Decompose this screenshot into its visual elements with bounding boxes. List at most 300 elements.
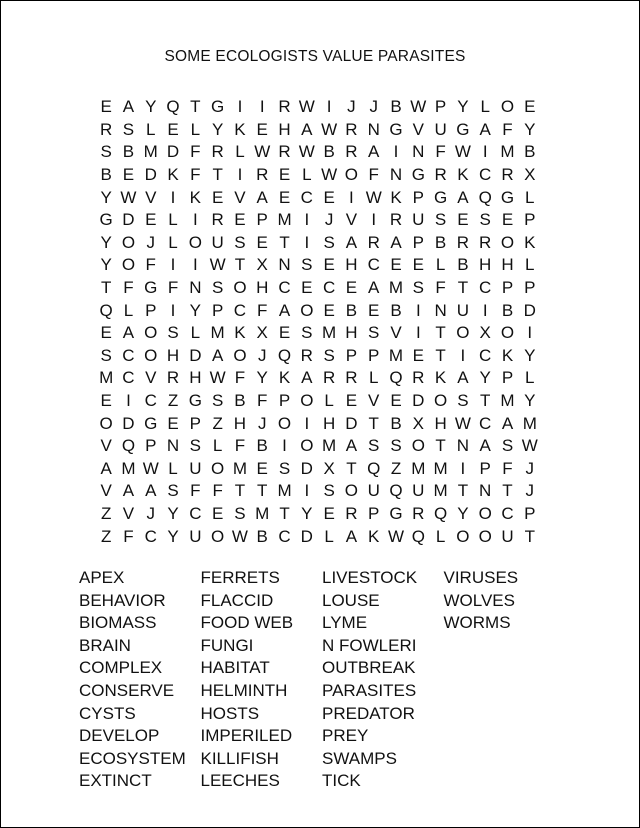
grid-letter[interactable]: R — [345, 503, 358, 523]
grid-letter[interactable]: R — [100, 119, 113, 139]
grid-letter[interactable]: U — [456, 300, 470, 320]
grid-letter[interactable]: D — [189, 345, 202, 365]
grid-letter[interactable]: R — [166, 368, 180, 388]
grid-letter[interactable]: K — [524, 232, 536, 252]
grid-letter[interactable]: E — [167, 119, 179, 139]
grid-letter[interactable]: S — [122, 119, 135, 139]
grid-letter[interactable]: O — [121, 232, 136, 252]
grid-letter[interactable]: B — [256, 436, 268, 456]
grid-letter[interactable]: O — [411, 436, 425, 456]
grid-letter[interactable]: Z — [167, 391, 179, 411]
grid-letter[interactable]: V — [100, 436, 112, 456]
grid-letter[interactable]: D — [144, 165, 157, 185]
grid-letter[interactable]: P — [479, 458, 491, 478]
grid-letter[interactable]: P — [256, 210, 268, 230]
grid-letter[interactable]: W — [454, 413, 471, 433]
grid-letter[interactable]: F — [190, 165, 201, 185]
grid-letter[interactable]: M — [388, 345, 404, 365]
grid-letter[interactable]: R — [322, 368, 336, 388]
grid-letter[interactable]: E — [524, 97, 536, 117]
grid-letter[interactable]: T — [368, 413, 379, 433]
grid-letter[interactable]: P — [145, 436, 157, 456]
grid-letter[interactable]: P — [278, 391, 291, 411]
grid-letter[interactable]: L — [302, 165, 312, 185]
grid-letter[interactable]: T — [435, 436, 446, 456]
grid-letter[interactable]: F — [190, 481, 201, 501]
grid-letter[interactable]: I — [460, 458, 466, 478]
grid-letter[interactable]: E — [278, 165, 291, 185]
grid-letter[interactable]: N — [479, 481, 492, 501]
grid-letter[interactable]: Y — [524, 345, 536, 365]
grid-letter[interactable]: Y — [145, 97, 157, 117]
grid-letter[interactable]: T — [457, 278, 469, 298]
grid-letter[interactable]: J — [525, 458, 535, 478]
grid-letter[interactable]: O — [344, 165, 359, 185]
grid-letter[interactable]: A — [501, 413, 514, 433]
grid-letter[interactable]: F — [435, 142, 446, 162]
grid-letter[interactable]: M — [388, 278, 404, 298]
grid-letter[interactable]: J — [324, 210, 334, 230]
grid-letter[interactable]: M — [522, 413, 537, 433]
grid-letter[interactable]: E — [256, 119, 268, 139]
grid-letter[interactable]: O — [500, 97, 515, 117]
grid-letter[interactable]: A — [122, 323, 135, 343]
grid-letter[interactable]: O — [211, 526, 225, 546]
grid-letter[interactable]: C — [122, 345, 135, 365]
grid-letter[interactable]: R — [479, 232, 492, 252]
grid-letter[interactable]: Q — [389, 481, 403, 501]
grid-letter[interactable]: M — [277, 210, 292, 230]
grid-letter[interactable]: I — [527, 323, 533, 343]
grid-letter[interactable]: R — [211, 142, 224, 162]
grid-letter[interactable]: X — [256, 323, 268, 343]
grid-letter[interactable]: S — [368, 436, 380, 456]
grid-letter[interactable]: P — [211, 300, 224, 320]
grid-letter[interactable]: P — [345, 345, 358, 365]
grid-letter[interactable]: U — [189, 526, 202, 546]
grid-letter[interactable]: V — [145, 187, 157, 207]
grid-letter[interactable]: I — [304, 232, 310, 252]
grid-letter[interactable]: O — [344, 481, 359, 501]
grid-letter[interactable]: L — [435, 255, 446, 275]
grid-letter[interactable]: X — [256, 255, 268, 275]
grid-letter[interactable]: O — [456, 323, 470, 343]
grid-letter[interactable]: I — [371, 210, 377, 230]
grid-letter[interactable]: L — [525, 255, 535, 275]
grid-letter[interactable]: Q — [99, 300, 113, 320]
grid-letter[interactable]: Y — [189, 300, 201, 320]
grid-letter[interactable]: W — [387, 526, 405, 546]
grid-letter[interactable]: Y — [524, 119, 536, 139]
grid-letter[interactable]: S — [211, 278, 224, 298]
grid-letter[interactable]: A — [457, 368, 469, 388]
grid-letter[interactable]: A — [122, 481, 135, 501]
grid-letter[interactable]: T — [435, 345, 446, 365]
grid-letter[interactable]: V — [100, 481, 112, 501]
grid-letter[interactable]: T — [234, 481, 246, 501]
grid-letter[interactable]: P — [368, 503, 380, 523]
grid-letter[interactable]: I — [170, 255, 176, 275]
grid-letter[interactable]: A — [390, 232, 402, 252]
grid-letter[interactable]: J — [146, 232, 155, 252]
grid-letter[interactable]: Y — [100, 187, 112, 207]
grid-letter[interactable]: A — [345, 526, 358, 546]
grid-letter[interactable]: J — [525, 481, 535, 501]
grid-letter[interactable]: B — [390, 97, 402, 117]
grid-letter[interactable]: I — [192, 255, 198, 275]
grid-letter[interactable]: M — [232, 458, 248, 478]
grid-letter[interactable]: G — [411, 165, 425, 185]
grid-letter[interactable]: K — [234, 119, 246, 139]
grid-letter[interactable]: Z — [100, 526, 112, 546]
grid-letter[interactable]: C — [501, 503, 514, 523]
grid-letter[interactable]: E — [145, 210, 157, 230]
grid-letter[interactable]: L — [368, 368, 379, 388]
grid-letter[interactable]: C — [322, 278, 336, 298]
grid-letter[interactable]: G — [389, 503, 403, 523]
grid-letter[interactable]: L — [525, 187, 535, 207]
grid-letter[interactable]: E — [100, 323, 112, 343]
grid-letter[interactable]: S — [412, 278, 424, 298]
grid-letter[interactable]: L — [190, 119, 201, 139]
grid-letter[interactable]: P — [524, 503, 536, 523]
grid-letter[interactable]: S — [434, 210, 447, 230]
grid-letter[interactable]: S — [234, 503, 246, 523]
grid-letter[interactable]: X — [323, 458, 335, 478]
grid-letter[interactable]: Q — [411, 526, 425, 546]
grid-letter[interactable]: P — [524, 210, 536, 230]
grid-letter[interactable]: E — [323, 300, 335, 320]
grid-letter[interactable]: K — [234, 323, 246, 343]
grid-letter[interactable]: O — [300, 436, 314, 456]
grid-letter[interactable]: I — [304, 481, 310, 501]
grid-letter[interactable]: Q — [277, 345, 292, 365]
grid-letter[interactable]: K — [368, 526, 380, 546]
grid-letter[interactable]: H — [278, 119, 291, 139]
grid-letter[interactable]: O — [233, 278, 247, 298]
grid-letter[interactable]: C — [144, 526, 157, 546]
grid-letter[interactable]: N — [166, 436, 180, 456]
grid-letter[interactable]: C — [278, 526, 291, 546]
grid-letter[interactable]: I — [304, 413, 310, 433]
grid-letter[interactable]: M — [500, 142, 515, 162]
grid-letter[interactable]: E — [368, 300, 380, 320]
grid-letter[interactable]: E — [323, 503, 335, 523]
grid-letter[interactable]: S — [501, 436, 514, 456]
grid-letter[interactable]: K — [278, 368, 291, 388]
grid-letter[interactable]: Y — [301, 503, 313, 523]
grid-letter[interactable]: R — [412, 368, 425, 388]
grid-letter[interactable]: D — [412, 391, 425, 411]
grid-letter[interactable]: E — [323, 255, 335, 275]
grid-letter[interactable]: E — [501, 210, 514, 230]
grid-letter[interactable]: R — [367, 232, 380, 252]
grid-letter[interactable]: T — [190, 97, 201, 117]
grid-letter[interactable]: F — [190, 142, 201, 162]
grid-letter[interactable]: I — [170, 300, 176, 320]
grid-letter[interactable]: O — [433, 391, 448, 411]
grid-letter[interactable]: A — [256, 187, 268, 207]
grid-letter[interactable]: R — [345, 119, 358, 139]
grid-letter[interactable]: G — [99, 210, 113, 230]
grid-letter[interactable]: F — [234, 368, 246, 388]
grid-letter[interactable]: C — [278, 278, 291, 298]
grid-letter[interactable]: C — [300, 187, 313, 207]
grid-letter[interactable]: W — [120, 187, 137, 207]
grid-letter[interactable]: G — [456, 119, 470, 139]
grid-letter[interactable]: I — [237, 97, 243, 117]
grid-letter[interactable]: S — [211, 391, 224, 411]
grid-letter[interactable]: X — [524, 165, 536, 185]
grid-letter[interactable]: Y — [211, 119, 224, 139]
grid-letter[interactable]: V — [145, 368, 157, 388]
grid-letter[interactable]: W — [454, 142, 471, 162]
grid-letter[interactable]: K — [390, 187, 402, 207]
grid-letter[interactable]: P — [501, 278, 514, 298]
grid-letter[interactable]: E — [256, 458, 268, 478]
grid-letter[interactable]: L — [168, 458, 178, 478]
grid-letter[interactable]: I — [326, 97, 332, 117]
grid-letter[interactable]: H — [345, 323, 358, 343]
grid-letter[interactable]: N — [278, 255, 291, 275]
grid-letter[interactable]: C — [479, 413, 492, 433]
grid-letter[interactable]: O — [144, 323, 158, 343]
grid-letter[interactable]: R — [501, 165, 514, 185]
grid-letter[interactable]: S — [100, 345, 112, 365]
grid-letter[interactable]: O — [188, 232, 202, 252]
grid-letter[interactable]: W — [321, 119, 338, 139]
grid-letter[interactable]: C — [233, 300, 247, 320]
grid-letter[interactable]: B — [434, 232, 447, 252]
grid-letter[interactable]: B — [122, 142, 135, 162]
grid-letter[interactable]: F — [234, 436, 246, 456]
grid-letter[interactable]: M — [143, 142, 158, 162]
grid-letter[interactable]: L — [324, 391, 334, 411]
grid-letter[interactable]: O — [478, 526, 492, 546]
grid-letter[interactable]: C — [479, 345, 492, 365]
grid-letter[interactable]: G — [389, 119, 403, 139]
grid-letter[interactable]: D — [345, 413, 358, 433]
grid-letter[interactable]: S — [390, 436, 402, 456]
grid-letter[interactable]: E — [412, 255, 424, 275]
grid-letter[interactable]: Y — [100, 232, 112, 252]
grid-letter[interactable]: R — [389, 210, 403, 230]
grid-letter[interactable]: R — [345, 368, 358, 388]
grid-letter[interactable]: H — [189, 368, 202, 388]
grid-letter[interactable]: H — [345, 255, 358, 275]
grid-letter[interactable]: K — [189, 187, 201, 207]
grid-letter[interactable]: Z — [100, 503, 112, 523]
grid-letter[interactable]: M — [255, 503, 270, 523]
grid-letter[interactable]: S — [323, 481, 335, 501]
grid-letter[interactable]: A — [122, 97, 135, 117]
grid-letter[interactable]: N — [367, 119, 380, 139]
grid-letter[interactable]: G — [500, 187, 515, 207]
grid-letter[interactable]: F — [145, 255, 156, 275]
grid-letter[interactable]: I — [415, 323, 421, 343]
grid-letter[interactable]: R — [278, 142, 291, 162]
grid-letter[interactable]: W — [142, 458, 159, 478]
grid-letter[interactable]: E — [122, 165, 135, 185]
grid-letter[interactable]: E — [390, 255, 402, 275]
grid-letter[interactable]: M — [322, 323, 337, 343]
grid-letter[interactable]: F — [212, 481, 223, 501]
grid-letter[interactable]: A — [368, 278, 380, 298]
grid-letter[interactable]: V — [368, 391, 380, 411]
grid-letter[interactable]: Q — [389, 368, 403, 388]
grid-letter[interactable]: O — [277, 413, 292, 433]
grid-letter[interactable]: W — [298, 142, 315, 162]
grid-letter[interactable]: L — [190, 323, 201, 343]
grid-letter[interactable]: Y — [479, 368, 491, 388]
grid-letter[interactable]: O — [144, 345, 158, 365]
grid-letter[interactable]: W — [209, 255, 226, 275]
grid-letter[interactable]: O — [211, 458, 225, 478]
grid-letter[interactable]: I — [126, 391, 131, 411]
grid-letter[interactable]: A — [345, 232, 358, 252]
grid-letter[interactable]: E — [390, 391, 402, 411]
grid-letter[interactable]: W — [231, 526, 248, 546]
grid-letter[interactable]: I — [393, 142, 399, 162]
grid-letter[interactable]: C — [189, 503, 202, 523]
grid-letter[interactable]: T — [100, 278, 112, 298]
grid-letter[interactable]: L — [146, 119, 156, 139]
grid-letter[interactable]: K — [167, 165, 179, 185]
grid-letter[interactable]: K — [457, 165, 469, 185]
grid-letter[interactable]: A — [100, 458, 112, 478]
grid-letter[interactable]: F — [368, 165, 379, 185]
grid-letter[interactable]: G — [144, 278, 158, 298]
grid-letter[interactable]: E — [100, 391, 112, 411]
grid-letter[interactable]: A — [211, 345, 224, 365]
grid-letter[interactable]: E — [256, 232, 268, 252]
grid-letter[interactable]: X — [479, 323, 491, 343]
grid-letter[interactable]: U — [412, 481, 425, 501]
grid-letter[interactable]: J — [146, 503, 155, 523]
grid-letter[interactable]: Y — [167, 503, 179, 523]
grid-letter[interactable]: P — [145, 300, 157, 320]
grid-letter[interactable]: I — [192, 210, 198, 230]
grid-letter[interactable]: I — [237, 165, 243, 185]
grid-letter[interactable]: F — [257, 300, 268, 320]
grid-letter[interactable]: P — [434, 97, 447, 117]
grid-letter[interactable]: T — [257, 481, 268, 501]
grid-letter[interactable]: A — [368, 142, 380, 162]
grid-letter[interactable]: C — [479, 278, 492, 298]
grid-letter[interactable]: G — [433, 187, 448, 207]
grid-letter[interactable]: U — [367, 481, 380, 501]
grid-letter[interactable]: I — [482, 142, 488, 162]
grid-letter[interactable]: A — [301, 368, 313, 388]
grid-letter[interactable]: C — [122, 368, 135, 388]
grid-letter[interactable]: E — [100, 97, 112, 117]
grid-letter[interactable]: L — [525, 368, 535, 388]
grid-letter[interactable]: R — [300, 345, 313, 365]
grid-letter[interactable]: H — [501, 255, 514, 275]
grid-letter[interactable]: N — [434, 300, 447, 320]
grid-letter[interactable]: K — [434, 368, 447, 388]
grid-letter[interactable]: U — [434, 119, 447, 139]
grid-letter[interactable]: U — [412, 210, 425, 230]
grid-letter[interactable]: P — [501, 368, 514, 388]
grid-letter[interactable]: O — [300, 391, 314, 411]
grid-letter[interactable]: S — [189, 436, 201, 456]
grid-letter[interactable]: V — [390, 323, 402, 343]
grid-letter[interactable]: T — [480, 391, 491, 411]
grid-letter[interactable]: M — [500, 391, 515, 411]
grid-letter[interactable]: I — [170, 187, 176, 207]
grid-letter[interactable]: V — [345, 210, 358, 230]
grid-letter[interactable]: H — [434, 413, 447, 433]
grid-letter[interactable]: C — [367, 255, 380, 275]
grid-letter[interactable]: B — [390, 413, 402, 433]
grid-letter[interactable]: N — [456, 436, 470, 456]
grid-letter[interactable]: Z — [390, 458, 402, 478]
grid-letter[interactable]: E — [345, 278, 358, 298]
grid-letter[interactable]: E — [211, 503, 224, 523]
grid-letter[interactable]: F — [123, 278, 134, 298]
grid-letter[interactable]: R — [456, 232, 470, 252]
grid-letter[interactable]: G — [211, 97, 225, 117]
grid-letter[interactable]: X — [412, 413, 424, 433]
grid-letter[interactable]: B — [390, 300, 402, 320]
grid-letter[interactable]: F — [257, 391, 268, 411]
grid-letter[interactable]: S — [100, 142, 112, 162]
grid-letter[interactable]: F — [502, 119, 513, 139]
grid-letter[interactable]: W — [365, 187, 382, 207]
grid-letter[interactable]: R — [211, 210, 224, 230]
grid-letter[interactable]: T — [502, 481, 513, 501]
grid-letter[interactable]: S — [167, 323, 179, 343]
grid-letter[interactable]: J — [257, 345, 267, 365]
grid-letter[interactable]: D — [122, 210, 135, 230]
grid-letter[interactable]: T — [234, 255, 246, 275]
grid-letter[interactable]: I — [349, 187, 354, 207]
grid-letter[interactable]: E — [412, 345, 424, 365]
grid-letter[interactable]: R — [434, 165, 447, 185]
grid-letter[interactable]: F — [435, 278, 446, 298]
grid-letter[interactable]: Q — [478, 187, 492, 207]
grid-letter[interactable]: W — [321, 165, 338, 185]
grid-letter[interactable]: T — [435, 323, 446, 343]
grid-letter[interactable]: A — [145, 481, 157, 501]
grid-letter[interactable]: O — [99, 413, 113, 433]
grid-letter[interactable]: N — [412, 142, 425, 162]
grid-letter[interactable]: O — [500, 232, 515, 252]
grid-letter[interactable]: B — [234, 391, 246, 411]
grid-letter[interactable]: R — [412, 503, 425, 523]
grid-letter[interactable]: S — [301, 255, 313, 275]
grid-letter[interactable]: Q — [166, 97, 180, 117]
grid-letter[interactable]: O — [300, 300, 314, 320]
grid-letter[interactable]: P — [368, 345, 380, 365]
grid-letter[interactable]: B — [457, 255, 469, 275]
grid-letter[interactable]: C — [479, 165, 492, 185]
grid-letter[interactable]: L — [123, 300, 134, 320]
grid-letter[interactable]: L — [324, 526, 334, 546]
grid-letter[interactable]: Y — [524, 391, 536, 411]
grid-letter[interactable]: N — [389, 165, 403, 185]
grid-letter[interactable]: V — [234, 187, 246, 207]
grid-letter[interactable]: S — [301, 323, 313, 343]
grid-letter[interactable]: O — [456, 526, 470, 546]
grid-letter[interactable]: R — [345, 142, 358, 162]
grid-letter[interactable]: L — [212, 436, 223, 456]
grid-letter[interactable]: D — [523, 300, 536, 320]
grid-letter[interactable]: E — [345, 391, 358, 411]
grid-letter[interactable]: S — [457, 391, 469, 411]
grid-letter[interactable]: M — [433, 481, 448, 501]
